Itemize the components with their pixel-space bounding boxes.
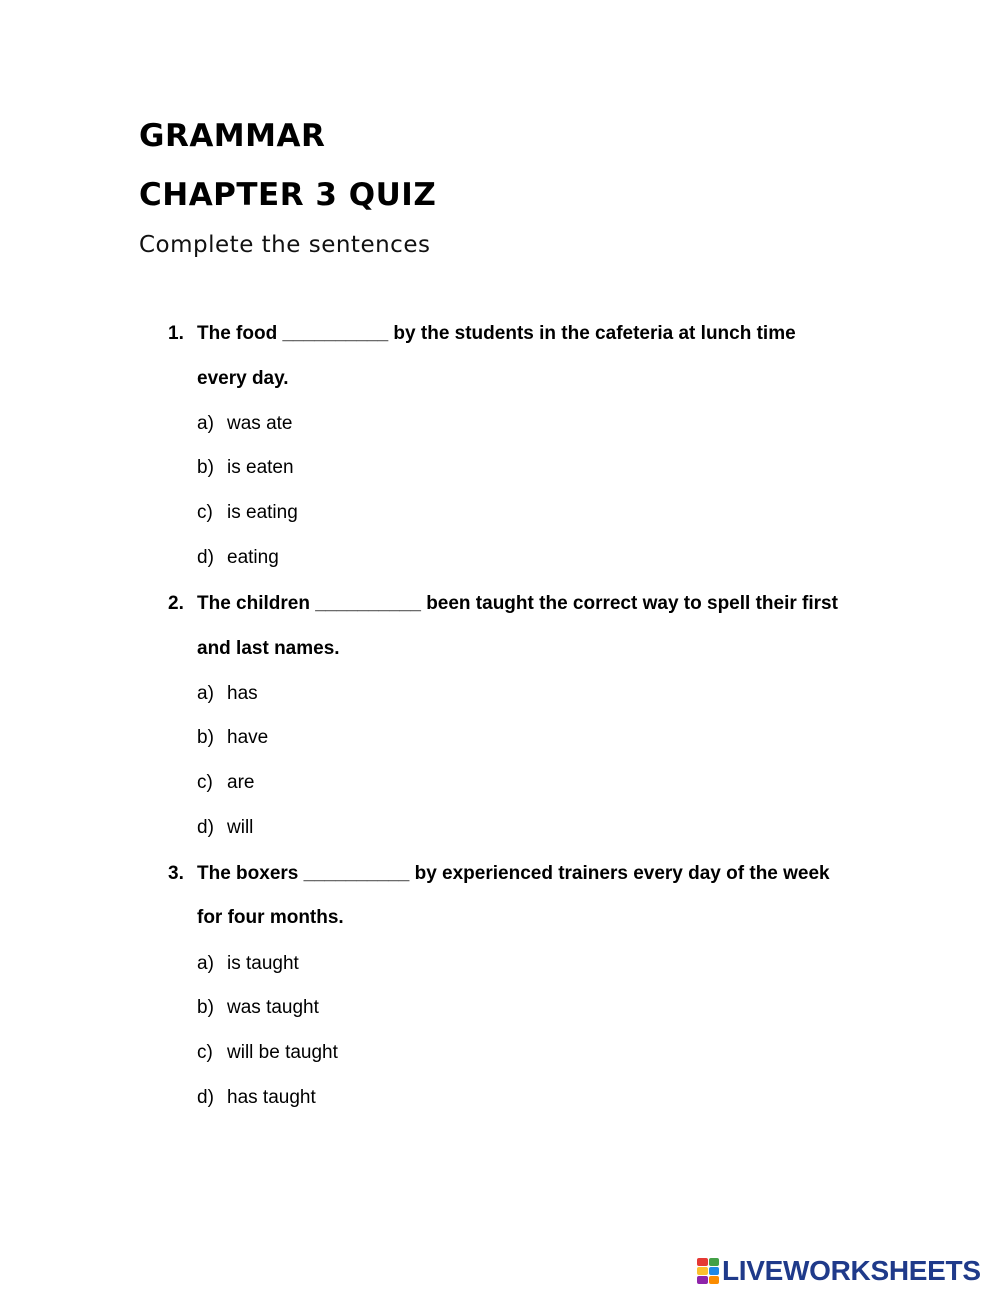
- question-text-line-1: The food __________ by the students in the cafeteria at lunch time: [197, 323, 796, 344]
- logo-block: [697, 1258, 708, 1266]
- option-d[interactable]: has taught: [227, 1087, 316, 1108]
- option-c[interactable]: is eating: [227, 502, 298, 523]
- option-c[interactable]: will be taught: [227, 1042, 338, 1063]
- question-number: 3.: [168, 863, 184, 884]
- option-a[interactable]: is taught: [227, 953, 299, 974]
- worksheet-title: GRAMMAR: [139, 118, 326, 154]
- logo-block: [709, 1276, 720, 1284]
- question-number: 2.: [168, 593, 184, 614]
- logo-blocks-icon: [697, 1258, 719, 1284]
- option-letter: d): [197, 1087, 214, 1108]
- option-letter: d): [197, 547, 214, 568]
- option-d[interactable]: eating: [227, 547, 279, 568]
- option-c[interactable]: are: [227, 772, 255, 793]
- instructions-text: Complete the sentences: [139, 232, 431, 258]
- question-number: 1.: [168, 323, 184, 344]
- question-text-line-2: for four months.: [197, 907, 344, 928]
- logo-block: [709, 1267, 720, 1275]
- option-letter: c): [197, 502, 213, 523]
- logo-text: LIVEWORKSHEETS: [722, 1255, 981, 1286]
- question-text-line-1: The children __________ been taught the correct way to spell their first: [197, 593, 838, 614]
- option-letter: a): [197, 953, 214, 974]
- quiz-subtitle: CHAPTER 3 QUIZ: [139, 177, 437, 213]
- question-text-line-2: and last names.: [197, 638, 340, 659]
- option-a[interactable]: has: [227, 683, 258, 704]
- option-letter: c): [197, 772, 213, 793]
- option-letter: a): [197, 683, 214, 704]
- liveworksheets-logo: [697, 1257, 981, 1285]
- option-b[interactable]: was taught: [227, 997, 319, 1018]
- logo-block: [697, 1276, 708, 1284]
- option-b[interactable]: have: [227, 727, 269, 748]
- option-letter: d): [197, 817, 214, 838]
- option-letter: c): [197, 1042, 213, 1063]
- option-d[interactable]: will: [227, 817, 254, 838]
- option-a[interactable]: was ate: [227, 413, 293, 434]
- question-text-line-2: every day.: [197, 368, 289, 389]
- logo-block: [697, 1267, 708, 1275]
- option-letter: b): [197, 457, 214, 478]
- option-letter: a): [197, 413, 214, 434]
- option-letter: b): [197, 727, 214, 748]
- question-text-line-1: The boxers __________ by experienced trainers every day of the week: [197, 863, 830, 884]
- option-b[interactable]: is eaten: [227, 457, 294, 478]
- logo-block: [709, 1258, 720, 1266]
- option-letter: b): [197, 997, 214, 1018]
